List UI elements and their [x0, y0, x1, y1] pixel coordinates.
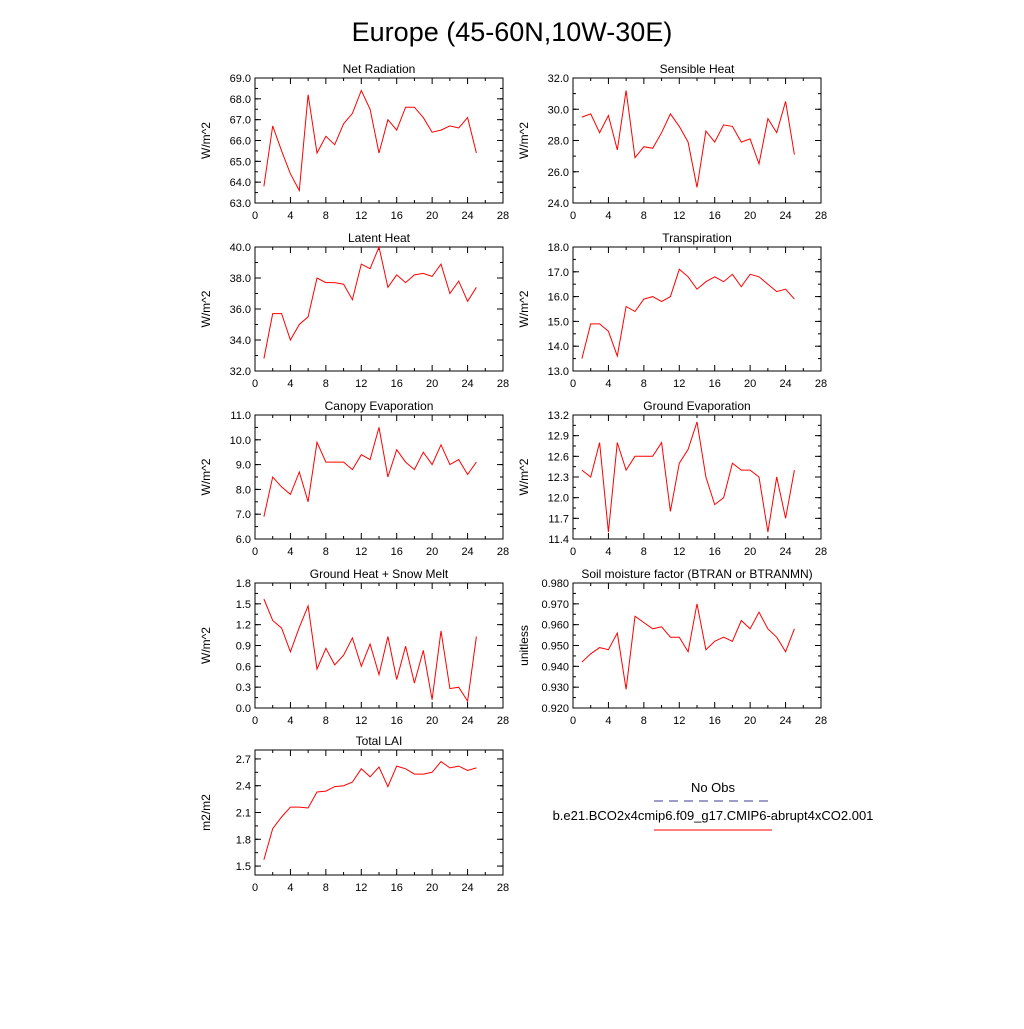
panel-title: Total LAI [355, 734, 403, 748]
x-tick-label: 4 [605, 378, 612, 390]
panel-title: Sensible Heat [659, 62, 735, 76]
x-tick-label: 20 [426, 546, 439, 558]
panel-3 [199, 231, 509, 390]
y-tick-label: 69.0 [229, 73, 251, 85]
y-tick-label: 6.0 [235, 534, 251, 546]
panel-title: Transpiration [662, 231, 732, 245]
series-line [582, 269, 795, 358]
x-tick-label: 8 [322, 210, 329, 222]
x-tick-label: 24 [779, 715, 792, 727]
plot-frame [255, 415, 503, 539]
x-tick-label: 20 [426, 210, 439, 222]
y-tick-label: 0.950 [541, 640, 569, 653]
legend-obs-label: No Obs [690, 780, 736, 795]
x-tick-label: 8 [322, 715, 329, 727]
x-tick-label: 20 [744, 546, 757, 558]
x-tick-label: 12 [355, 546, 368, 558]
x-tick-label: 20 [426, 715, 439, 727]
x-tick-label: 0 [251, 210, 259, 222]
y-tick-label: 66.0 [229, 135, 251, 148]
y-tick-label: 12.3 [547, 472, 569, 484]
x-tick-label: 8 [640, 378, 647, 390]
y-tick-label: 0.960 [541, 619, 569, 632]
x-tick-label: 4 [287, 378, 294, 390]
x-tick-label: 4 [287, 715, 294, 727]
panel-1 [199, 62, 509, 222]
panel-title: Ground Heat + Snow Melt [309, 567, 449, 581]
y-tick-label: 8.0 [235, 484, 251, 497]
y-tick-label: 18.0 [547, 242, 569, 254]
x-tick-label: 12 [355, 210, 368, 222]
y-tick-label: 38.0 [229, 273, 251, 285]
x-tick-label: 24 [461, 546, 474, 558]
y-tick-label: 13.0 [547, 366, 569, 378]
x-tick-label: 16 [708, 378, 721, 390]
y-tick-label: 12.0 [547, 492, 569, 505]
y-tick-label: 0.970 [541, 598, 569, 611]
panel-title: Soil moisture factor (BTRAN or BTRANMN) [581, 567, 813, 581]
x-tick-label: 12 [355, 378, 368, 390]
x-tick-label: 16 [390, 378, 403, 390]
series-line [264, 247, 477, 359]
series-line [582, 91, 795, 188]
series-line [264, 599, 477, 701]
y-tick-label: 64.0 [229, 177, 251, 190]
y-tick-label: 0.920 [541, 703, 569, 715]
x-tick-label: 4 [605, 715, 612, 727]
y-tick-label: 1.5 [235, 861, 251, 874]
x-tick-label: 24 [461, 378, 474, 390]
x-tick-label: 16 [390, 882, 403, 894]
y-axis-label: m2/m2 [199, 794, 213, 831]
y-tick-label: 68.0 [229, 93, 251, 106]
x-tick-label: 16 [708, 715, 721, 727]
panel-2 [517, 62, 827, 222]
y-axis-label: W/m^2 [199, 122, 213, 159]
y-tick-label: 36.0 [229, 304, 251, 316]
y-tick-label: 17.0 [547, 266, 569, 279]
y-tick-label: 63.0 [229, 198, 251, 210]
x-tick-label: 20 [426, 882, 439, 894]
x-tick-label: 8 [322, 546, 329, 558]
y-tick-label: 11.4 [548, 534, 569, 546]
y-tick-label: 13.2 [547, 410, 569, 422]
y-tick-label: 2.7 [235, 753, 251, 766]
y-axis-label: W/m^2 [517, 290, 531, 328]
y-tick-label: 30.0 [547, 104, 569, 117]
legend [553, 780, 874, 830]
y-tick-label: 32.0 [547, 73, 569, 85]
legend-model-label: b.e21.BCO2x4cmip6.f09_g17.CMIP6-abrupt4xCO2.001 [552, 808, 874, 823]
x-tick-label: 16 [708, 546, 721, 558]
y-tick-label: 14.0 [547, 341, 569, 354]
figure-title: Europe (45-60N,10W-30E) [351, 17, 673, 47]
x-tick-label: 20 [744, 715, 757, 727]
y-tick-label: 0.930 [541, 682, 569, 695]
y-tick-label: 2.1 [235, 807, 251, 820]
series-line [582, 422, 795, 532]
y-tick-label: 2.4 [235, 780, 251, 793]
x-tick-label: 16 [390, 715, 403, 727]
x-tick-label: 24 [461, 882, 474, 894]
y-tick-label: 0.9 [235, 640, 251, 653]
x-tick-label: 16 [390, 210, 403, 222]
y-tick-label: 10.0 [229, 434, 251, 447]
panel-8 [517, 567, 827, 727]
x-tick-label: 28 [496, 882, 510, 894]
x-tick-label: 0 [569, 715, 577, 727]
plot-frame [255, 78, 503, 203]
x-tick-label: 8 [322, 378, 329, 390]
x-tick-label: 28 [496, 715, 510, 727]
panel-title: Canopy Evaporation [324, 399, 434, 413]
x-tick-label: 16 [708, 210, 721, 222]
y-tick-label: 0.980 [541, 578, 569, 590]
y-tick-label: 1.8 [235, 834, 251, 847]
x-tick-label: 28 [814, 378, 828, 390]
plot-frame [573, 247, 821, 371]
x-tick-label: 4 [287, 882, 294, 894]
y-tick-label: 1.5 [235, 598, 251, 611]
y-tick-label: 16.0 [547, 291, 569, 304]
plot-frame [255, 247, 503, 371]
x-tick-label: 20 [426, 378, 439, 390]
panel-7 [199, 567, 509, 727]
x-tick-label: 12 [673, 546, 686, 558]
x-tick-label: 12 [673, 715, 686, 727]
panels [199, 62, 827, 894]
x-tick-label: 28 [496, 210, 510, 222]
x-tick-label: 24 [779, 378, 792, 390]
y-tick-label: 32.0 [229, 366, 251, 378]
x-tick-label: 24 [461, 715, 474, 727]
y-tick-label: 1.2 [235, 619, 251, 632]
x-tick-label: 8 [322, 882, 329, 894]
x-tick-label: 4 [605, 546, 612, 558]
x-tick-label: 12 [355, 715, 368, 727]
x-tick-label: 20 [744, 210, 757, 222]
x-tick-label: 4 [605, 210, 612, 222]
x-tick-label: 0 [569, 378, 577, 390]
y-axis-label: W/m^2 [199, 627, 213, 664]
y-tick-label: 65.0 [229, 156, 251, 169]
x-tick-label: 24 [779, 210, 792, 222]
y-tick-label: 34.0 [229, 335, 251, 347]
x-tick-label: 8 [640, 715, 647, 727]
panel-6 [517, 399, 827, 558]
x-tick-label: 0 [569, 210, 577, 222]
y-tick-label: 40.0 [229, 242, 251, 254]
x-tick-label: 0 [569, 546, 577, 558]
x-tick-label: 28 [814, 546, 828, 558]
panel-title: Ground Evaporation [643, 399, 751, 413]
y-axis-label: W/m^2 [517, 122, 531, 159]
x-tick-label: 0 [251, 378, 259, 390]
y-tick-label: 0.3 [235, 682, 251, 695]
y-tick-label: 12.9 [547, 430, 569, 443]
x-tick-label: 16 [390, 546, 403, 558]
x-tick-label: 8 [640, 546, 647, 558]
panel-5 [199, 399, 509, 558]
series-line [264, 427, 477, 516]
x-tick-label: 24 [461, 210, 474, 222]
x-tick-label: 12 [673, 378, 686, 390]
y-tick-label: 0.940 [541, 661, 569, 674]
x-tick-label: 28 [814, 210, 828, 222]
x-tick-label: 28 [814, 715, 828, 727]
y-tick-label: 28.0 [547, 135, 569, 148]
y-tick-label: 11.7 [548, 513, 569, 526]
y-tick-label: 26.0 [547, 166, 569, 179]
y-tick-label: 24.0 [547, 198, 569, 210]
series-line [264, 762, 477, 860]
y-tick-label: 7.0 [235, 509, 251, 522]
plot-frame [573, 415, 821, 539]
y-axis-label: unitless [517, 625, 531, 666]
y-tick-label: 0.6 [235, 661, 251, 674]
y-axis-label: W/m^2 [199, 290, 213, 328]
y-tick-label: 9.0 [235, 459, 251, 472]
x-tick-label: 20 [744, 378, 757, 390]
x-tick-label: 8 [640, 210, 647, 222]
x-tick-label: 24 [779, 546, 792, 558]
series-line [264, 91, 477, 191]
panel-4 [517, 231, 827, 390]
x-tick-label: 0 [251, 546, 259, 558]
x-tick-label: 28 [496, 378, 510, 390]
x-tick-label: 4 [287, 546, 294, 558]
y-tick-label: 0.0 [235, 703, 251, 715]
y-tick-label: 12.6 [547, 451, 569, 464]
y-axis-label: W/m^2 [517, 458, 531, 496]
x-tick-label: 12 [355, 882, 368, 894]
y-tick-label: 67.0 [229, 114, 251, 127]
y-tick-label: 15.0 [547, 316, 569, 329]
plot-frame [255, 750, 503, 875]
panel-title: Net Radiation [342, 62, 416, 76]
panel-title: Latent Heat [347, 231, 411, 245]
x-tick-label: 28 [496, 546, 510, 558]
x-tick-label: 12 [673, 210, 686, 222]
y-tick-label: 1.8 [235, 578, 251, 590]
y-axis-label: W/m^2 [199, 458, 213, 496]
x-tick-label: 0 [251, 715, 259, 727]
x-tick-label: 4 [287, 210, 294, 222]
series-line [582, 604, 795, 690]
panel-9 [199, 734, 509, 894]
x-tick-label: 0 [251, 882, 259, 894]
y-tick-label: 11.0 [230, 410, 251, 422]
